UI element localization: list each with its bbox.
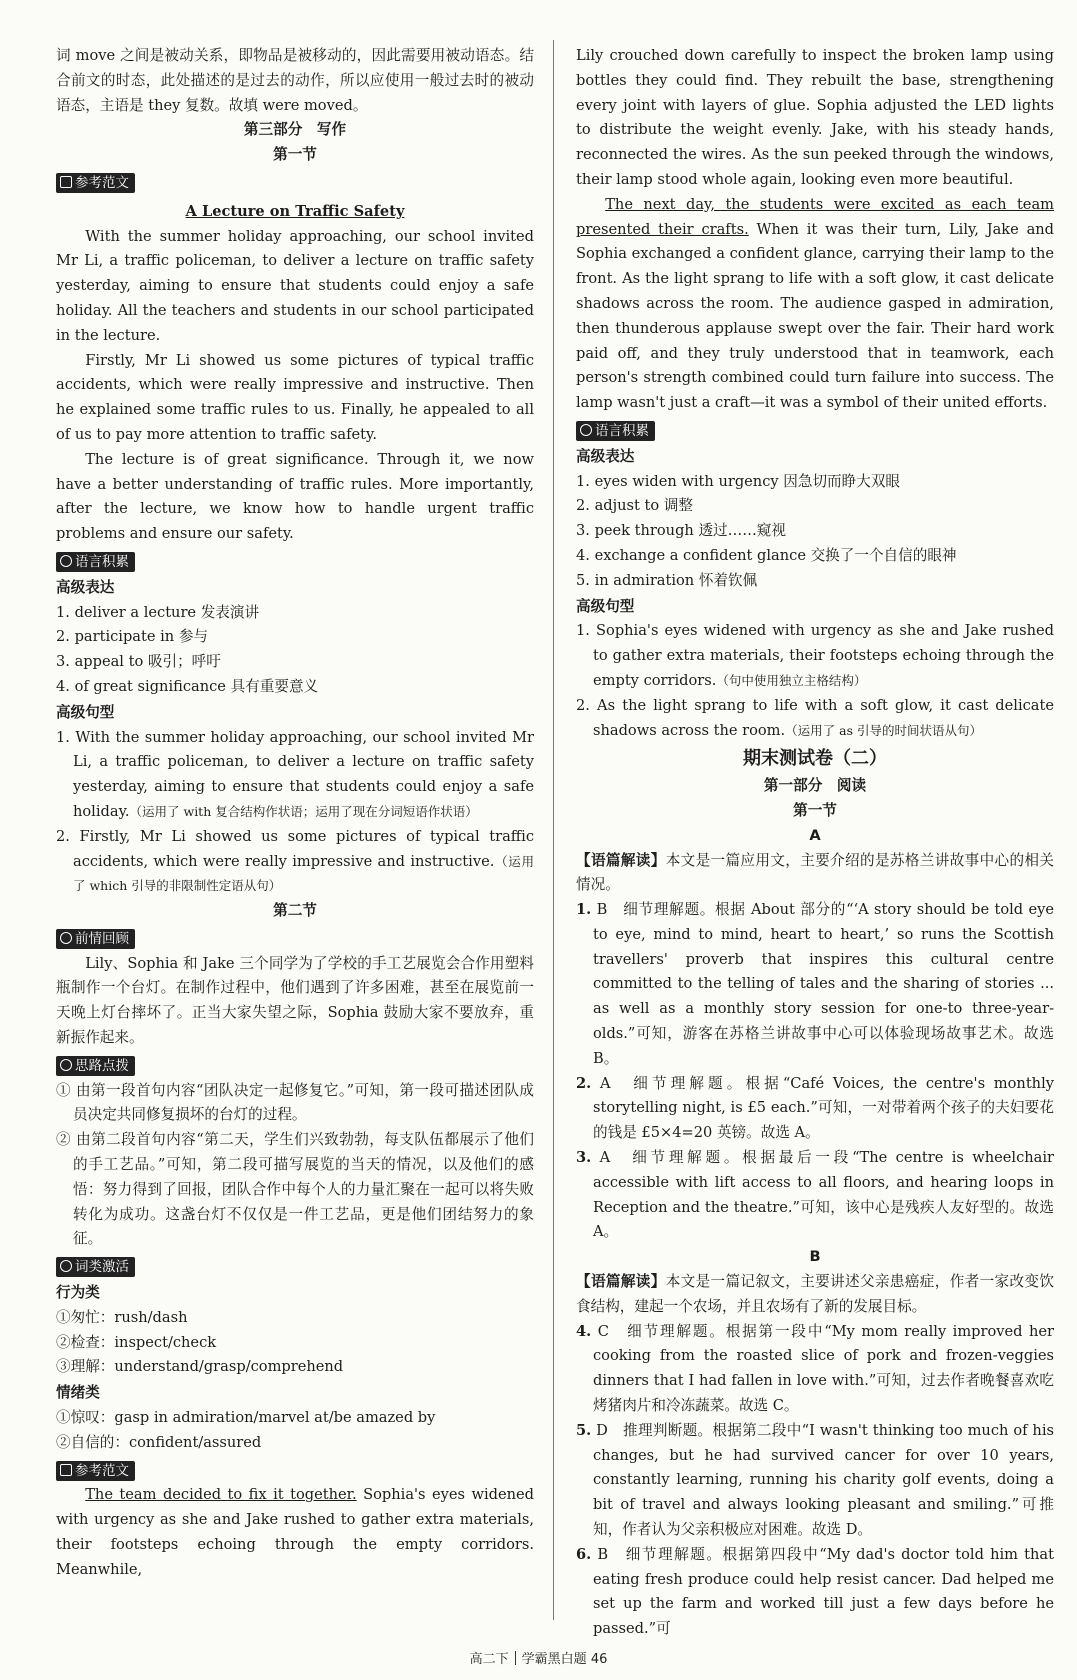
grammar-note: （运用了 which 引导的非限制性定语从句） [73,853,534,894]
list-item: ①惊叹：gasp in admiration/marvel at/be amazed by [56,1409,436,1427]
list-item: ③理解：understand/grasp/comprehend [56,1358,344,1376]
answer-item: 2. A 细节理解题。根据“Café Voices, the centre's monthly storytelling night, is £5 each.”可知，一对带着两个孩子的夫妇要花的钱是 £5×4=20 英镑。故选 A。 [576,1074,1054,1142]
subheading: 高级句型 [576,597,635,615]
grammar-note: （运用了 as 引导的时间状语从句） [785,722,982,738]
globe-icon [60,555,72,567]
section-heading: 第二节 [273,902,317,920]
answer-item: 3. A 细节理解题。根据最后一段“The centre is wheelchair accessible with lift access to all floors, and hearing loops in Reception and the theatre.”可知，该中心是残疾人友好型的。故选 A。 [576,1149,1054,1241]
list-item: 2. adjust to 调整 [576,497,693,515]
tag-review: 前情回顾 [56,929,135,949]
right-column [576,44,1054,1642]
part-heading: 第一部分 阅读 [763,777,867,795]
list-item: 4. exchange a confident glance 交换了一个自信的眼神 [576,546,957,564]
grade-label: 高二下 [469,1652,509,1667]
passage-intro: 【语篇解读】本文是一篇应用文，主要介绍的是苏格兰讲故事中心的相关情况。 [576,851,1054,894]
passage-label: B [809,1248,821,1266]
tag-sample-essay: 参考范文 [56,173,135,193]
list-item: 1. deliver a lecture 发表演讲 [56,603,260,621]
essay-paragraph: The lecture is of great significance. Through it, we now have a better understanding of traffic rules. More importantly, after the lecture, we know how to handle urgent traffic problems and ensure our safety. [56,450,534,543]
list-item: 3. appeal to 吸引；呼吁 [56,653,221,671]
grammar-note: （句中使用独立主格结构） [716,672,867,688]
page-footer [0,1648,1077,1667]
list-item: 3. peek through 透过……窥视 [576,522,787,540]
subheading: 高级表达 [56,578,115,596]
list-item: ② 由第二段首句内容“第二天，学生们兴致勃勃，每支队伍都展示了他们的手工艺品。”可知，第二段可描写展览的当天的情况，以及他们的感悟：努力得到了回报，团队合作中每个人的力量汇聚在一起可以将失败转化为成功。这盏台灯不仅仅是一件工艺品，更是他们团结努力的象征。 [56,1131,534,1248]
list-item: ②自信的：confident/assured [56,1433,262,1451]
left-column [56,44,534,1583]
passage-intro: 【语篇解读】本文是一篇记叙文，主要讲述父亲患癌症，作者一家改变饮食结构，建起一个农场，并且农场有了新的发展目标。 [576,1273,1054,1315]
answer-item: 4. C 细节理解题。根据第一段中“My mom really improved her cooking from the roasted slice of pork and frozen-veggies dinners that I had fallen in love with.”可知，过去作者晚餐喜欢吃烤猪肉片和冷冻蔬菜。故选 C。 [576,1322,1054,1415]
part-heading: 第三部分 写作 [243,121,347,139]
list-item: ②检查：inspect/check [56,1333,217,1351]
tag-language: 语言积累 [576,421,655,441]
exam-title: 期末测试卷（二） [743,748,887,770]
list-item: ① 由第一段首句内容“团队决定一起修复它。”可知，第一段可描述团队成员决定共同修复损坏的台灯的过程。 [56,1081,534,1124]
answer-explanation: 词 move 之间是被动关系，即物品是被移动的，因此需要用被动语态。结合前文的时态，此处描述的是过去的动作，所以应使用一般过去时的被动语态，主语是 they 复数。故填 were moved。 [56,47,534,114]
tag-language: 语言积累 [56,552,135,572]
essay-paragraph: With the summer holiday approaching, our school invited Mr Li, a traffic policeman, to deliver a lecture on traffic safety yesterday, aiming to ensure that students could enjoy a safe holiday. All the teachers and students in our school participated in the lecture. [56,227,534,344]
book-icon [60,1464,72,1476]
eye-icon [60,932,72,944]
tag-sample-essay: 参考范文 [56,1461,135,1481]
review-text: Lily、Sophia 和 Jake 三个同学为了学校的手工艺展览会合作用塑料瓶制作一个台灯。在制作过程中，他们遇到了许多困难，甚至在展览前一天晚上灯台摔坏了。正当大家失望之际，Sophia 鼓励大家不要放弃，重新振作起来。 [56,954,534,1047]
subheading: 高级表达 [576,447,635,465]
essay-paragraph: Firstly, Mr Li showed us some pictures of typical traffic accidents, which were really impressive and instructive. Then he explained some traffic rules to us. Finally, he appealed to all of us to pay more attention to traffic safety. [56,351,534,443]
lightbulb-icon [60,1059,72,1071]
subheading: 情绪类 [56,1384,100,1402]
story-paragraph: Lily crouched down carefully to inspect the broken lamp using bottles they could find. They rebuilt the base, strengthening every joint with layers of glue. Sophia adjusted the LED lights to distribute the weight evenly. Jake, with his steady hands, reconnected the wires. As the sun peeked through the windows, their lamp stood whole again, looking even more beautiful. [576,47,1054,188]
subheading: 高级句型 [56,703,115,721]
given-sentence: The team decided to fix it together. [85,1486,357,1504]
list-item: 5. in admiration 怀着钦佩 [576,571,758,589]
tag-ideas: 思路点拨 [56,1056,135,1076]
globe-icon [580,424,592,436]
column-divider [553,40,554,1620]
answer-item: 5. D 推理判断题。根据第二段中“I wasn't thinking too much of his changes, but he had survived cancer for over 10 years, constantly learning, running his charity golf events, doing a bit of travel and always looking pleasant and smiling.”可推知，作者认为父亲积极应对困难。故选 D。 [576,1421,1054,1539]
list-item: 2. Firstly, Mr Li showed us some pictures of typical traffic accidents, which were really impressive and instructive.（运用了 which 引导的非限制性定语从句） [56,827,534,894]
page-number: 46 [590,1652,608,1667]
subheading: 行为类 [56,1284,100,1302]
given-sentence: The next day, the students were excited as each team presented their crafts. [576,195,1054,238]
list-item: 4. of great significance 具有重要意义 [56,677,319,695]
answer-item: 1. B 细节理解题。根据 About 部分的“‘A story should be told eye to eye, mind to mind, heart to heart,’ so runs the Scottish travellers' proverb that inspires this cultural centre committed to the telling of tales and the sharing of stories ... as well as a monthly story session for one-to three-year-olds.”可知，游客在苏格兰讲故事中心可以体验现场故事艺术。故选 B。 [576,901,1054,1067]
book-icon [60,176,72,188]
story-paragraph: The next day, the students were excited as each team presented their crafts. When it was their turn, Lily, Jake and Sophia exchanged a confident glance, carrying their lamp to the front. As the light sprang to life with a soft glow, it cast delicate shadows across the room. The audience gasped in admiration, then thunderous applause swept over the fair. Their hard work paid off, and they truly understood that in teamwork, each person's strength combined could turn failure into success. The lamp wasn't just a craft—it was a symbol of their united efforts. [576,195,1055,412]
section-heading: 第一节 [273,146,317,164]
list-item: 1. eyes widen with urgency 因急切而睁大双眼 [576,472,901,490]
list-item: 2. As the light sprang to life with a soft glow, it cast delicate shadows across the room.（运用了 as 引导的时间状语从句） [576,696,1054,739]
section-heading: 第一节 [793,801,837,819]
answer-item: 6. B 细节理解题。根据第四段中“My dad's doctor told him that eating fresh produce could help resist cancer. Dad helped me set up the farm and worked till just a few days before he passed.”可 [576,1545,1054,1638]
story-paragraph: The team decided to fix it together. Sophia's eyes widened with urgency as she and Jake rushed to gather extra materials, their footsteps echoing through the empty corridors. Meanwhile, [56,1486,534,1578]
passage-label: A [809,826,821,844]
book-title: 学霸黑白题 [521,1652,587,1667]
list-item: 1. Sophia's eyes widened with urgency as she and Jake rushed to gather extra materials, their footsteps echoing through the empty corridors.（句中使用独立主格结构） [576,622,1054,689]
magnifier-icon [60,1260,72,1272]
list-item: ①匆忙：rush/dash [56,1308,188,1326]
essay-title: A Lecture on Traffic Safety [185,202,405,220]
tag-vocab: 词类激活 [56,1257,135,1277]
list-item: 1. With the summer holiday approaching, our school invited Mr Li, a traffic policeman, to deliver a lecture on traffic safety yesterday, aiming to ensure that students could enjoy a safe holiday.（运用了 with 复合结构作状语；运用了现在分词短语作状语） [56,728,534,820]
list-item: 2. participate in 参与 [56,628,209,646]
grammar-note: （运用了 with 复合结构作状语；运用了现在分词短语作状语） [129,803,478,819]
footer-separator [515,1651,516,1665]
